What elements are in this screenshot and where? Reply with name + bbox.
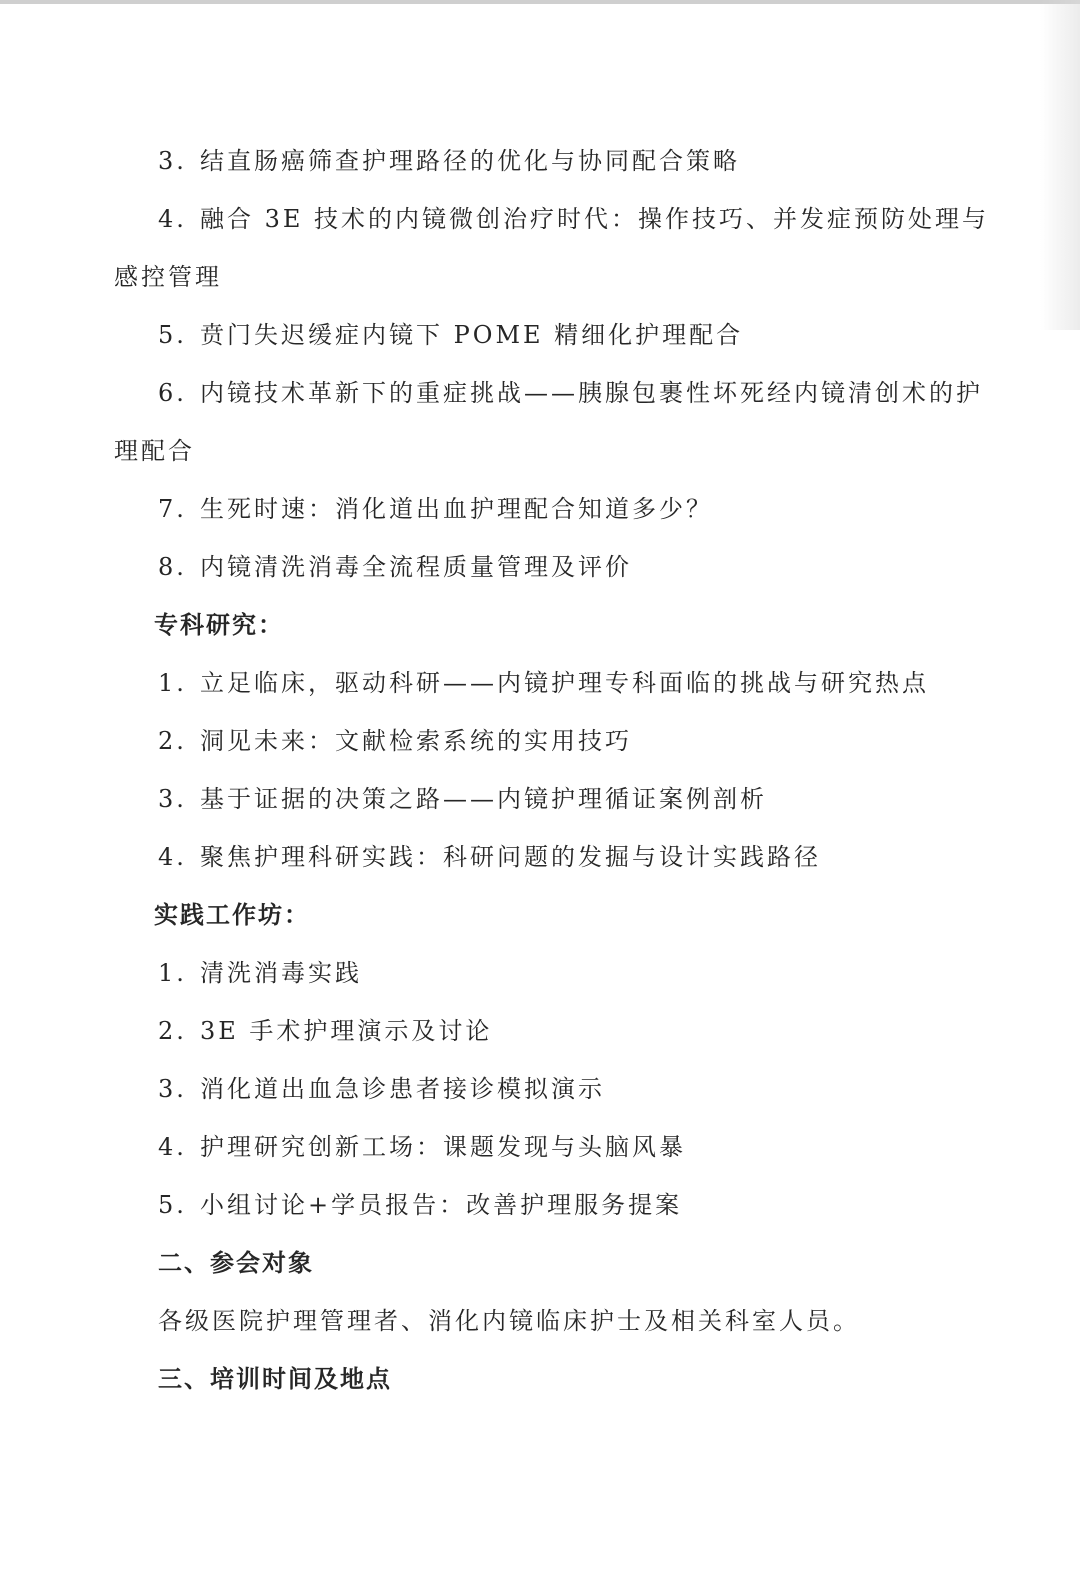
list-item [158, 204, 989, 234]
item-text: 清洗消毒实践 [200, 959, 362, 987]
item-text: 洞见未来：文献检索系统的实用技巧 [200, 727, 632, 755]
item-number: 1. [158, 959, 187, 987]
item-number: 5. [158, 321, 187, 349]
list-item [158, 1016, 492, 1046]
section-heading-research: 专科研究： [154, 611, 284, 639]
item-text: 结直肠癌筛查护理路径的优化与协同配合策略 [200, 147, 740, 175]
item-number: 2. [158, 1017, 187, 1045]
item-text: 护理研究创新工场：课题发现与头脑风暴 [200, 1133, 686, 1161]
item-text: 立足临床，驱动科研——内镜护理专科面临的挑战与研究热点 [200, 669, 929, 697]
list-item-continuation: 感控管理 [114, 263, 222, 291]
item-text: 消化道出血急诊患者接诊模拟演示 [200, 1075, 605, 1103]
page-edge-shadow [1040, 0, 1080, 330]
item-number: 4. [158, 843, 187, 871]
item-number: 1. [158, 669, 187, 697]
section-heading-time-place: 三、培训时间及地点 [158, 1365, 392, 1393]
item-text: 基于证据的决策之路——内镜护理循证案例剖析 [200, 785, 767, 813]
list-item [158, 320, 743, 350]
list-item [158, 1190, 682, 1220]
list-item [158, 958, 362, 988]
item-number: 4. [158, 1133, 187, 1161]
item-number: 2. [158, 727, 187, 755]
section-heading-attendees: 二、参会对象 [158, 1249, 314, 1277]
list-item [158, 146, 740, 176]
item-number: 7. [158, 495, 187, 523]
item-text: 贲门失迟缓症内镜下 POME 精细化护理配合 [200, 321, 744, 349]
item-number: 3. [158, 1075, 187, 1103]
list-item [158, 494, 713, 524]
item-number: 5. [158, 1191, 187, 1219]
attendees-text: 各级医院护理管理者、消化内镜临床护士及相关科室人员。 [158, 1307, 860, 1335]
list-item [158, 668, 929, 698]
item-text: 内镜技术革新下的重症挑战——胰腺包裹性坏死经内镜清创术的护 [200, 379, 983, 407]
section-heading-workshop: 实践工作坊： [154, 901, 310, 929]
item-number: 8. [158, 553, 187, 581]
top-edge-bar [0, 0, 1080, 4]
list-item [158, 1074, 605, 1104]
list-item [158, 378, 983, 408]
item-text: 内镜清洗消毒全流程质量管理及评价 [200, 553, 632, 581]
list-item [158, 1132, 686, 1162]
item-number: 6. [158, 379, 187, 407]
list-item-continuation: 理配合 [114, 437, 195, 465]
item-text: 3E 手术护理演示及讨论 [200, 1017, 493, 1045]
item-text: 聚焦护理科研实践：科研问题的发掘与设计实践路径 [200, 843, 821, 871]
list-item [158, 842, 821, 872]
item-text: 融合 3E 技术的内镜微创治疗时代：操作技巧、并发症预防处理与 [200, 205, 990, 233]
item-text: 生死时速：消化道出血护理配合知道多少？ [200, 495, 713, 523]
list-item [158, 726, 632, 756]
item-number: 3. [158, 785, 187, 813]
item-number: 3. [158, 147, 187, 175]
item-text: 小组讨论+学员报告：改善护理服务提案 [200, 1191, 683, 1219]
list-item [158, 784, 767, 814]
list-item [158, 552, 632, 582]
item-number: 4. [158, 205, 187, 233]
